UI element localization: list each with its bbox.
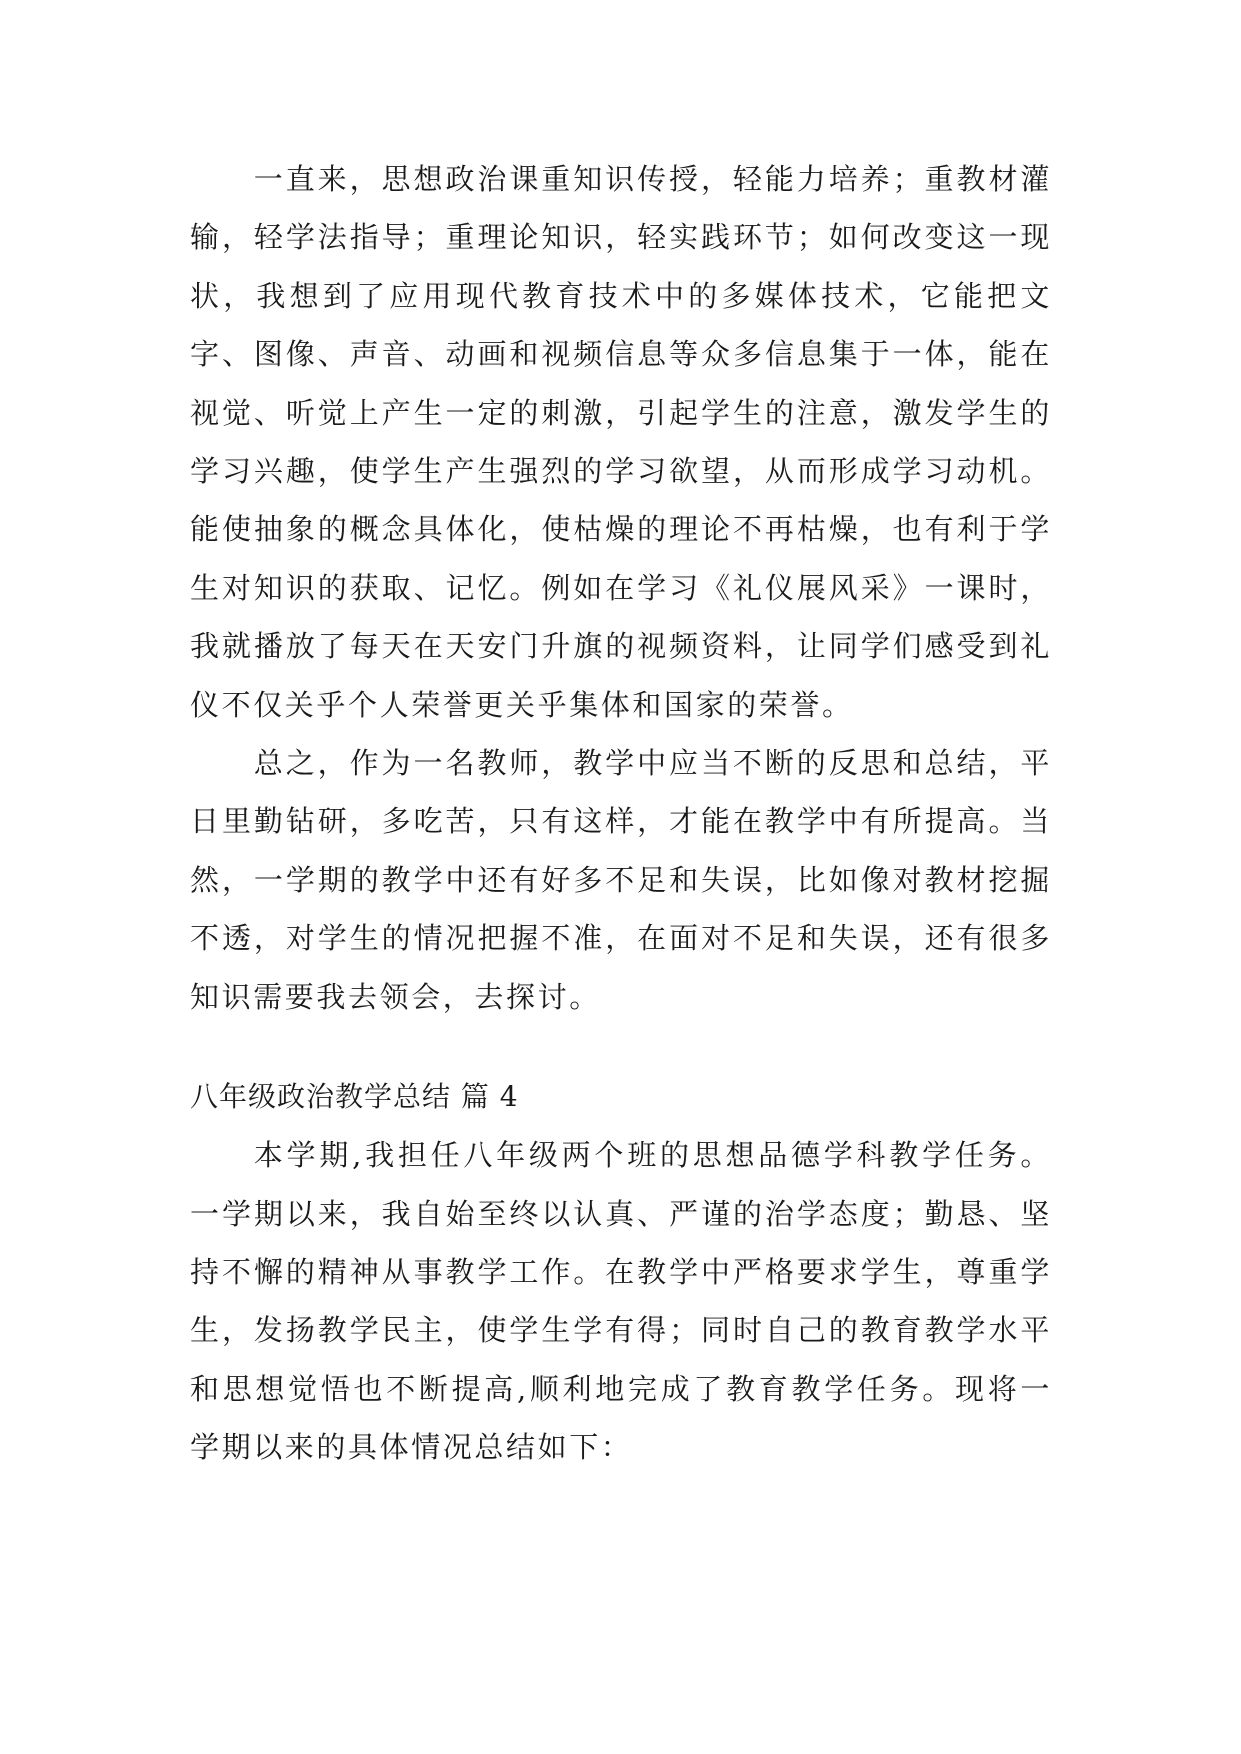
body-paragraph-multimedia: 一直来，思想政治课重知识传授，轻能力培养；重教材灌输，轻学法指导；重理论知识，轻实践环节；如何改变这一现状，我想到了应用现代教育技术中的多媒体技术，它能把文字、图像、声音、动画和视频信息等众多信息集于一体，能在视觉、听觉上产生一定的刺激，引起学生的注意，激发学生的学习兴趣，使学生产生强烈的学习欲望，从而形成学习动机。能使抽象的概念具体化，使枯燥的理论不再枯燥，也有利于学生对知识的获取、记忆。例如在学习《礼仪展风采》一课时，我就播放了每天在天安门升旗的视频资料，让同学们感受到礼仪不仅关乎个人荣誉更关乎集体和国家的荣誉。: [190, 162, 1052, 722]
section-heading: 八年级政治教学总结 篇 4: [190, 1080, 519, 1114]
document-body: [190, 150, 1052, 1477]
body-paragraph-conclusion: 总之，作为一名教师，教学中应当不断的反思和总结，平日里勤钻研，多吃苦，只有这样，才能在教学中有所提高。当然，一学期的教学中还有好多不足和失误，比如像对教材挖掘不透，对学生的情况把握不准，在面对不足和失误，还有很多知识需要我去领会，去探讨。: [190, 746, 1052, 1014]
body-paragraph-intro: 本学期,我担任八年级两个班的思想品德学科教学任务。一学期以来，我自始至终以认真、严谨的治学态度；勤恳、坚持不懈的精神从事教学工作。在教学中严格要求学生，尊重学生，发扬教学民主，使学生学有得；同时自己的教育教学水平和思想觉悟也不断提高,顺利地完成了教育教学任务。现将一学期以来的具体情况总结如下：: [190, 1138, 1052, 1465]
